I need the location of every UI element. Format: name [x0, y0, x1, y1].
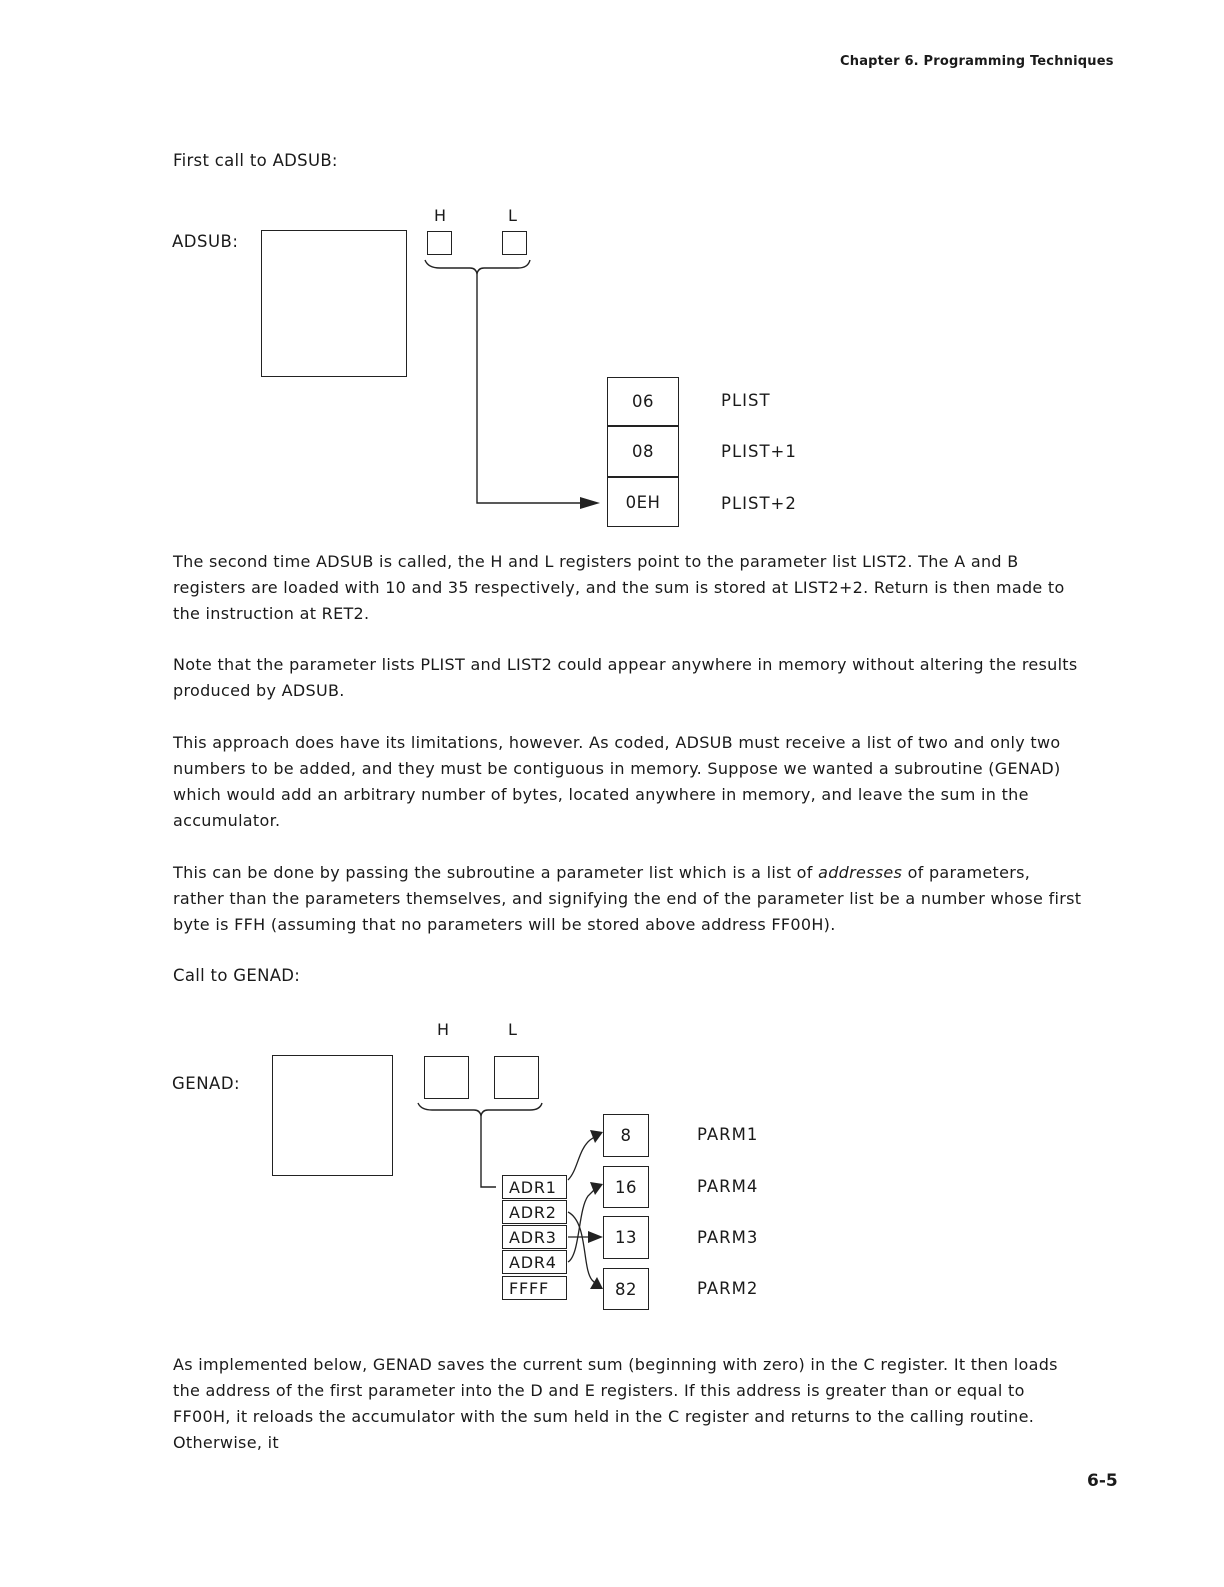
paragraph-second-call: The second time ADSUB is called, the H and L registers point to the parameter list LIST2. The A and B registers are loaded with 10 and 35 respectively, and the sum is stored at LIST2+2. Return is then made to the instruction at RET2. [173, 552, 1065, 623]
address-list-item-0: ADR1 [502, 1175, 567, 1199]
paragraph-approach-emphasis: addresses [818, 863, 903, 882]
genad-register-h-label: H [437, 1020, 450, 1039]
plist-label-1: PLIST+1 [721, 442, 797, 461]
param-cell-1: 16 [603, 1166, 649, 1208]
adsub-caption: First call to ADSUB: [173, 151, 338, 170]
param-cell-3: 82 [603, 1268, 649, 1310]
param-label-2: PARM3 [697, 1228, 759, 1247]
paragraph-implementation: As implemented below, GENAD saves the current sum (beginning with zero) in the C register. It then loads the address of the first parameter into the D and E registers. If this address is greater than or equal to FF00H, it reloads the accumulator with the sum held in the C register and returns to the calling routine. Otherwise, it [173, 1355, 1058, 1452]
running-head: Chapter 6. Programming Techniques [840, 54, 1114, 69]
param-cell-2: 13 [603, 1216, 649, 1259]
paragraph-approach-part1: This can be done by passing the subroutine a parameter list which is a list of [173, 863, 819, 882]
adsub-register-h-label: H [434, 206, 447, 225]
paragraph-limitations: This approach does have its limitations, however. As coded, ADSUB must receive a list of two and only two numbers to be added, and they must be contiguous in memory. Suppose we wanted a subroutine (GENAD) which would add an arbitrary number of bytes, located anywhere in memory, and leave the sum in the accumulator. [173, 733, 1061, 830]
plist-label-0: PLIST [721, 391, 771, 410]
adsub-register-l-label: L [508, 206, 517, 225]
param-label-3: PARM2 [697, 1279, 759, 1298]
param-label-0: PARM1 [697, 1125, 759, 1144]
address-list-item-3: ADR4 [502, 1250, 567, 1274]
plist-cell-0: 06 [607, 377, 679, 426]
param-label-1: PARM4 [697, 1177, 759, 1196]
genad-caption: Call to GENAD: [173, 966, 301, 985]
address-list-item-1: ADR2 [502, 1200, 567, 1224]
param-cell-0: 8 [603, 1114, 649, 1157]
page-number: 6-5 [1087, 1471, 1118, 1491]
adsub-routine-label: ADSUB: [172, 232, 239, 251]
genad-register-l-label: L [508, 1020, 517, 1039]
address-list-item-2: ADR3 [502, 1225, 567, 1249]
plist-cell-2: 0EH [607, 477, 679, 527]
plist-cell-1: 08 [607, 426, 679, 477]
genad-routine-label: GENAD: [172, 1074, 241, 1093]
paragraph-note: Note that the parameter lists PLIST and LIST2 could appear anywhere in memory without altering the results produced by ADSUB. [173, 655, 1078, 700]
plist-label-2: PLIST+2 [721, 494, 797, 513]
paragraph-approach-part2: of parameters, rather than the parameters themselves, and signifying the end of the parameter list be a number whose first byte is FFH (assuming that no parameters will be stored above address FF00H). [173, 863, 1082, 934]
address-list-item-4: FFFF [502, 1276, 567, 1300]
